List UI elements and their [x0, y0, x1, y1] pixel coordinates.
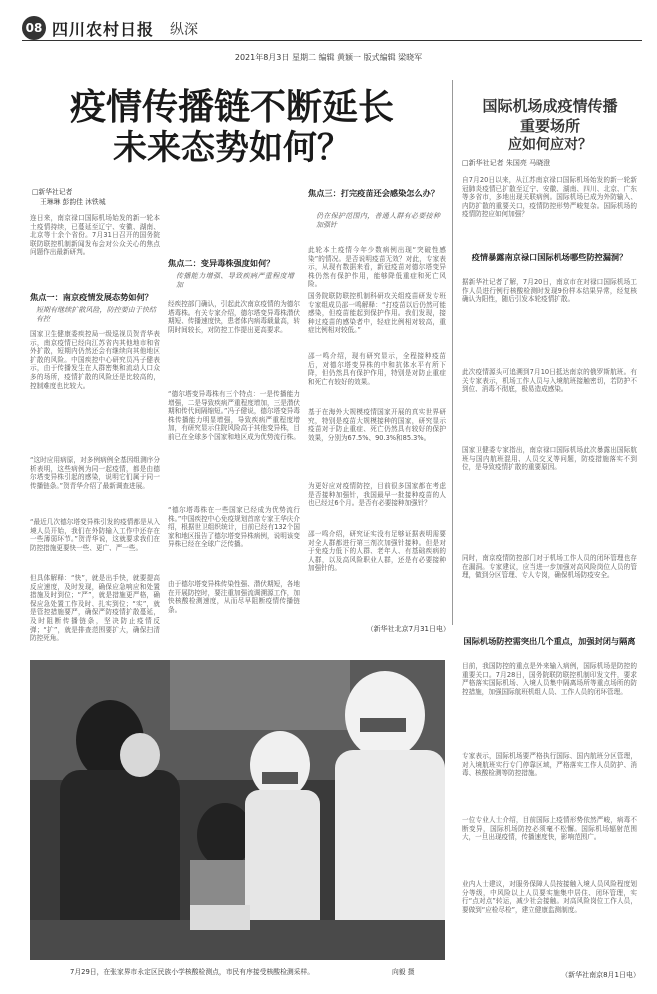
focus3-paragraph-5: 为更好应对疫情防控，目前很多国家都在考虑是否接种加强针，我国最早一批接种疫苗的人也已经过6个月。是否有必要接种加强针？: [308, 482, 446, 508]
focus1-paragraph-4: 但具体解释：“快”，就是出手快，就要提高反应速度，及时发现，确保应急响应和处置措施及时到位；“严”，就是措施更严格，确保应急处置工作及时、扎实到位；“实”，就是管控措施要严，确保严防疫情扩散蔓延，及时阻断传播链条，坚决防止疫情反弹；“扩”，就是排查范围要扩大，确保扫清防控死角。: [30, 574, 160, 643]
main-headline-line1: 疫情传播链不断延长: [69, 87, 394, 128]
column-divider: [452, 80, 453, 625]
focus1-paragraph-4-cont: [168, 188, 300, 248]
side-byline: □新华社记者 朱国亮 马晓澄: [462, 159, 551, 167]
side-sub2-paragraph-1: 目前，我国防控的重点是外来输入病例，国际机场是防控的重要关口。7月28日，国务院联防联控机制印发文件，要求严格落实国际机场、入境人员集中隔离场所等重点场所的防控措施，加强国际航班机组人员、工作人员的闭环管理。: [462, 662, 637, 696]
side-subhead-2: 国际机场防控需突出几个重点，加强封闭与隔离: [463, 636, 636, 646]
focus1-paragraph-3: “最近几次德尔塔变异株引发的疫情都是从入境人员开始，我们在外防输入工作中还存在一些薄弱环节。”贺青华说，这就要求我们在防控措施更要快一些、更广、严一些。: [30, 518, 160, 552]
focus1-subtitle: 短期有继续扩散风险，防控要由于快结有控: [36, 306, 156, 323]
focus1-paragraph-2: “这时应用病原，对多例病例全基因组测序分析表明，这些病例为同一起疫情，都是由德尔塔变异株引起的感染，说明它们属于同一传播链条。”贺青华介绍了最新调查进展。: [30, 456, 160, 490]
side-sub1-paragraph-3: 国家卫健委专家指出，南京禄口国际机场此次暴露出国际航班与国内航班混用、人员交叉等问题，防疫措施落实不到位，是导致疫情扩散的重要原因。: [462, 446, 637, 472]
focus3-title: 焦点三：打完疫苗还会感染怎么办？: [308, 188, 440, 198]
focus3-paragraph-2: 国务院联防联控机制科研攻关组疫苗研发专班专家组成员邵一鸣解释：“打疫苗以后仍然可能感染，但疫苗能起到保护作用。我们发现，接种过疫苗的感染者中，轻症比例相对较高，重症比例相对较低。”: [308, 292, 446, 335]
side-subhead-1: 疫情暴露南京禄口国际机场哪些防控漏洞？: [471, 252, 628, 262]
focus1-title: 焦点一：南京疫情发展态势如何？: [30, 292, 153, 302]
side-sub1-paragraph-2: 此次疫情源头可追溯到7月10日抵达南京的俄罗斯航班。有关专家表示，机场工作人员与入境航班接触密切，若防护不到位、消毒不彻底，极易造成感染。: [462, 368, 637, 394]
focus3-paragraph-1: 此轮本土疫情今年少数病例出现“突破性感染”的情况。是否说明疫苗无效？对此，专家表示，从现有数据来看，新冠疫苗对德尔塔变异株仍然有保护作用，能够降低重症和死亡风险。: [308, 246, 446, 289]
focus2-paragraph-3: “德尔塔毒株在一些国家已经成为优势流行株。”中国疾控中心免疫规划首席专家王华庆介绍，根据世卫组织统计，目前已经有132个国家和地区报告了德尔塔变异株病例，说明该变异株已经在全球广泛传播。: [168, 506, 300, 549]
side-sub1-paragraph-1: 据新华社记者了解，7月20日，南京市在对禄口国际机场工作人员进行例行核酸检测时发现9份样本结果异常，经复核确认为阳性，随后引发本轮疫情扩散。: [462, 278, 637, 304]
focus1-paragraph-1: 国家卫生健康委疾控局一级巡视员贺青华表示，南京疫情已经向江苏省内其他地市和省外扩散，短期内仍然还会有继续向其他地区扩散的风险。中国疾控中心研究员冯子健表示，由于传播发生在人群密集和流动人口众多的场所，疫情扩散的风险还是比较高的，控制难度也比较大。: [30, 330, 160, 390]
main-intro: 连日来，南京禄口国际机场始发的新一轮本土疫情持续，已蔓延至辽宁、安徽、湖南、北京等十余个省份。7月31日召开的国务院联防联控机制新闻发布会对公众关心的焦点问题作出最新研判。: [30, 214, 160, 257]
focus2-subtitle: 传播能力增强、导致疾病严重程度增加: [176, 272, 294, 289]
side-sub2-paragraph-3: 一位专业人士介绍，目前国际上疫情形势依然严峻，病毒不断变异，国际机场防控必须毫不松懈。国际机场辐射范围大，一旦出现疫情，传播速度快，影响范围广。: [462, 816, 637, 842]
page-number-badge: 08: [22, 16, 46, 40]
side-headline-line3: 应如何应对？: [508, 137, 592, 153]
photo-credit: 向毅 摄: [392, 968, 415, 976]
side-sub2-paragraph-4: 业内人士建议，对服务保障人员按接触入境人员风险程度划分等级，中风险以上人员要实施集中居住、闭环管理，实行“点对点”转运，减少社会接触。对高风险岗位工作人员，要做到“应检尽检”，建立健康监测制度。: [462, 880, 637, 914]
focus2-paragraph-4: 由于德尔塔变异株传染性强、潜伏期短，各地在开展防控时，要注重加强流调溯源工作，加快核酸检测速度，从而尽早阻断疫情传播链条。: [168, 580, 300, 614]
main-byline-label: □新华社记者: [32, 188, 73, 196]
side-story-end-dateline: （新华社南京8月1日电）: [561, 971, 640, 979]
focus3-subtitle: 仍在保护范围内，普通人群有必要接种加强针: [316, 212, 440, 229]
main-byline-names: 王琳琳 彭韵佳 沐铁城: [40, 198, 106, 206]
focus3-paragraph-4: 基于在海外大规模疫情国家开展的真实世界研究，特别是疫苗大规模接种的国家，研究显示疫苗对于防止重症、死亡仍然具有较好的保护效果，分别为67.5%、90.3%和85.3%。: [308, 408, 446, 442]
side-headline-line2: 重要场所: [519, 117, 580, 135]
main-headline-line2: 未来态势如何？: [113, 128, 351, 168]
side-headline-line1: 国际机场成疫情传播: [482, 97, 618, 115]
main-story-end-dateline: （新华社北京7月31日电）: [366, 625, 450, 633]
focus2-paragraph-1: 经疾控部门确认，引起此次南京疫情的为德尔塔毒株。有关专家介绍，德尔塔变异毒株潜伏期短、传播速度快，患者体内病毒载量高，转阴时间较长，对防控工作提出更高要求。: [168, 300, 300, 334]
newspaper-name: 四川农村日报: [52, 20, 155, 39]
side-intro: 自7月20日以来，从江苏南京禄口国际机场始发的新一轮新冠肺炎疫情已扩散至辽宁、安徽、湖南、四川、北京、广东等多省市，多地出现关联病例。国际机场已成为外防输入、内防扩散的重要关口，疫情防控形势严峻复杂。国际机场的疫情防控应如何加强？: [462, 176, 637, 219]
focus2-title: 焦点二：变异毒株强度如何？: [168, 258, 275, 268]
dateline: 2021年8月3日 星期二 编辑 黄颖一 版式编辑 梁晓军: [234, 53, 423, 62]
focus2-paragraph-2: “德尔塔变异毒株有三个特点：一是传播能力增强，二是导致疾病严重程度增加，三是潜伏期和传代间隔缩短。”冯子健说，德尔塔变异毒株传播能力明显增强，导致疾病严重程度增加，有研究显示住院风险高于其他变异株，目前已在全球多个国家和地区成为优势流行株。: [168, 390, 300, 441]
focus3-paragraph-3: 邵一鸣介绍，现有研究显示，全程接种疫苗后，对德尔塔变异株的中和抗体水平有所下降，但仍然具有保护作用，特别是对防止重症和死亡有较好的效果。: [308, 352, 446, 386]
masthead: [22, 15, 642, 41]
section-name: 纵深: [170, 22, 198, 38]
news-photo: [30, 660, 445, 960]
focus3-paragraph-6: 邵一鸣介绍，研究证实没有足够证据表明需要对全人群都进行第三剂次加强针接种。但是对于免疫力低下的人群、老年人、有基础疾病的人群，以及高风险职业人群，还是有必要接种加强针的。: [308, 530, 446, 573]
photo-caption: 7月29日，在张家界市永定区民族小学核酸检测点，市民有序接受核酸检测采样。: [70, 968, 315, 976]
side-sub1-paragraph-4: 同时，南京疫情防控部门对于机场工作人员的闭环管理也存在漏洞。专家建议，应当进一步加强对高风险岗位人员的管理，做到分区管理、专人专岗，确保机场防疫安全。: [462, 554, 637, 580]
side-sub2-paragraph-2: 专家表示，国际机场要严格执行国际、国内航班分区管理，对入境航班实行专门停靠区域，严格落实工作人员防护、消毒、核酸检测等防控措施。: [462, 752, 637, 778]
